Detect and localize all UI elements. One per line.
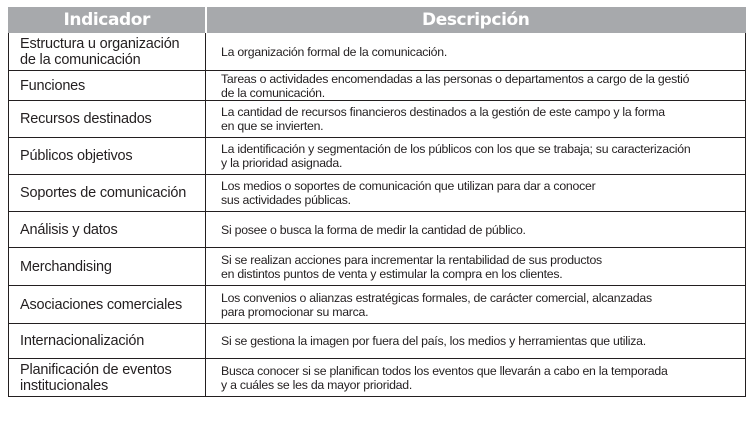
indicator-cell	[9, 248, 206, 286]
description-text: para promocionar su marca.	[221, 304, 369, 319]
description-cell	[206, 212, 746, 248]
table-row	[9, 101, 746, 138]
description-cell	[206, 138, 746, 175]
table-row	[9, 324, 746, 359]
description-text: Si se realizan acciones para incrementar la rentabilidad de sus productos	[221, 252, 602, 267]
indicator-text: Funciones	[20, 77, 86, 94]
indicator-cell	[9, 212, 206, 248]
indicator-cell	[9, 359, 206, 397]
description-text: y a cuáles se les da mayor prioridad.	[221, 377, 413, 392]
table-row	[9, 138, 746, 175]
description-cell	[206, 248, 746, 286]
description-cell	[206, 359, 746, 397]
indicator-text: Estructura u organización	[20, 35, 180, 52]
table-row	[9, 33, 746, 71]
description-cell	[206, 101, 746, 138]
indicator-text: Análisis y datos	[20, 221, 118, 238]
indicator-text: de la comunicación	[20, 51, 141, 68]
description-text: en que se invierten.	[221, 119, 324, 133]
description-text: sus actividades públicas.	[221, 193, 351, 207]
table-row	[9, 286, 746, 324]
description-cell	[206, 71, 746, 101]
header-indicador: Indicador	[9, 8, 206, 33]
indicator-text: Planificación de eventos	[20, 361, 172, 378]
table-row	[9, 359, 746, 397]
description-text: La identificación y segmentación de los públicos con los que se trabaja; su caracterización	[221, 142, 691, 156]
description-text: Tareas o actividades encomendadas a las personas o departamentos a cargo de la gestió	[221, 71, 690, 86]
indicator-text: Merchandising	[20, 258, 112, 275]
description-text: Busca conocer si se planifican todos los eventos que llevarán a cabo en la temporada	[221, 363, 668, 378]
description-cell	[206, 286, 746, 324]
indicator-text: Públicos objetivos	[20, 148, 133, 164]
indicator-cell	[9, 71, 206, 101]
description-text: Los medios o soportes de comunicación que utilizan para dar a conocer	[221, 179, 596, 193]
indicator-cell	[9, 286, 206, 324]
indicator-text: Soportes de comunicación	[20, 185, 187, 201]
indicator-cell	[9, 138, 206, 175]
indicator-cell	[9, 324, 206, 359]
indicator-cell	[9, 175, 206, 212]
indicator-text: Recursos destinados	[20, 111, 152, 127]
header-descripcion: Descripción	[206, 8, 746, 33]
indicator-text: institucionales	[20, 377, 109, 394]
table-row	[9, 248, 746, 286]
description-text: en distintos puntos de venta y estimular la compra en los clientes.	[221, 266, 563, 281]
description-cell	[206, 324, 746, 359]
indicator-cell	[9, 101, 206, 138]
description-text: La cantidad de recursos financieros destinados a la gestión de este campo y la forma	[221, 105, 665, 119]
table-row	[9, 212, 746, 248]
indicator-text: Asociaciones comerciales	[20, 296, 183, 313]
table-body	[9, 33, 746, 397]
description-text: Los convenios o alianzas estratégicas formales, de carácter comercial, alcanzadas	[221, 290, 652, 305]
indicator-text: Internacionalización	[20, 333, 145, 349]
table-header-row	[9, 8, 746, 33]
table-row	[9, 175, 746, 212]
description-text: La organización formal de la comunicación.	[221, 44, 448, 59]
indicator-cell	[9, 33, 206, 71]
description-text: y la prioridad asignada.	[221, 156, 343, 170]
description-text: Si posee o busca la forma de medir la cantidad de público.	[221, 222, 526, 237]
table-row	[9, 71, 746, 101]
indicator-table	[8, 7, 746, 397]
description-cell	[206, 175, 746, 212]
description-cell	[206, 33, 746, 71]
description-text: Si se gestiona la imagen por fuera del país, los medios y herramientas que utiliza.	[221, 334, 646, 348]
description-text: de la comunicación.	[221, 85, 325, 100]
